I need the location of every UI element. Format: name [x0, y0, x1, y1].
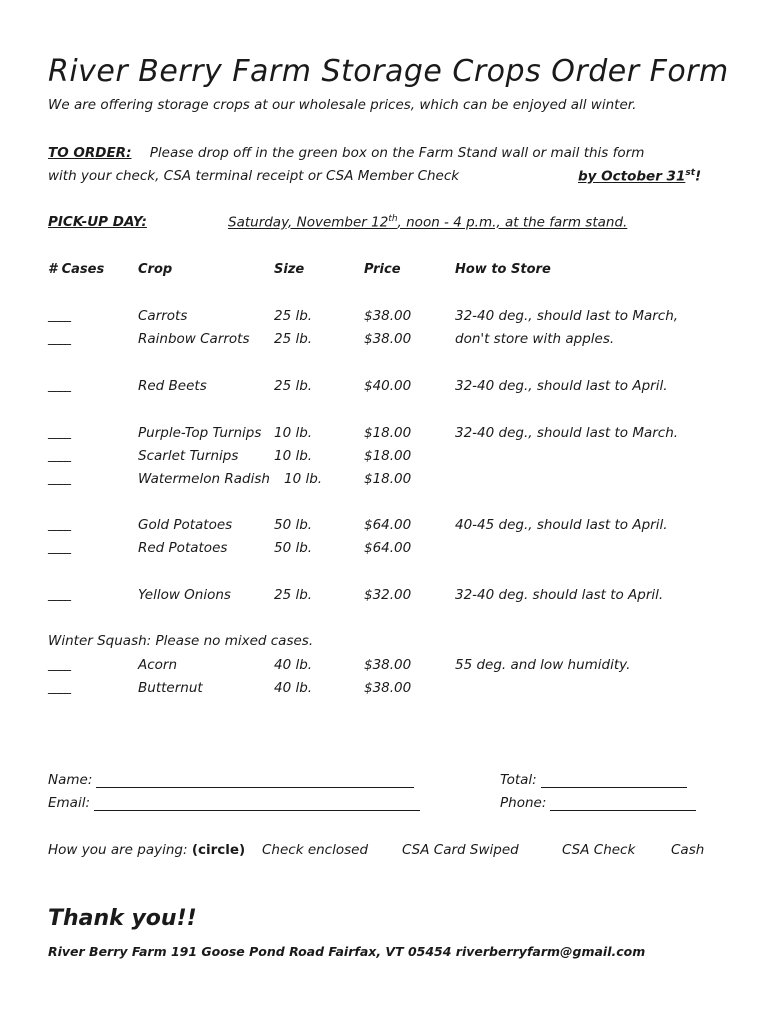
cases-blank[interactable]: ____: [48, 540, 70, 555]
crop-name: Rainbow Carrots: [138, 331, 250, 347]
crop-name: Watermelon Radish: [138, 471, 270, 487]
header-price: Price: [364, 262, 401, 277]
crop-storage: 32-40 deg., should last to April.: [455, 378, 668, 394]
crop-storage: 55 deg. and low humidity.: [455, 657, 631, 673]
name-label: Name:: [48, 772, 93, 788]
crop-size: 10 lb.: [284, 471, 323, 487]
email-label: Email:: [48, 795, 91, 811]
crop-name: Purple-Top Turnips: [138, 425, 262, 441]
paying-label: [48, 842, 245, 858]
crop-size: 40 lb.: [274, 680, 313, 696]
crop-size: 50 lb.: [274, 540, 313, 556]
cases-blank[interactable]: ____: [48, 680, 70, 695]
header-crop: Crop: [138, 262, 173, 277]
crop-price: $40.00: [364, 378, 412, 394]
crop-name: Butternut: [138, 680, 203, 696]
crop-storage: don't store with apples.: [455, 331, 615, 347]
pickup-label-text: PICK-UP DAY:: [48, 214, 147, 230]
pay-option[interactable]: CSA Check: [562, 842, 636, 858]
thank-you: Thank you!!: [48, 906, 197, 931]
winter-squash-note: Winter Squash: Please no mixed cases.: [48, 633, 314, 649]
crop-storage: 32-40 deg., should last to March,: [455, 308, 679, 324]
crop-size: 25 lb.: [274, 308, 313, 324]
paying-text: How you are paying:: [48, 842, 188, 858]
total-field[interactable]: [500, 772, 687, 788]
deadline-end: !: [695, 168, 702, 185]
crop-name: Carrots: [138, 308, 188, 324]
crop-price: $18.00: [364, 425, 412, 441]
email-field[interactable]: [48, 795, 420, 811]
name-line[interactable]: [96, 786, 414, 788]
crop-storage: 32-40 deg. should last to April.: [455, 587, 664, 603]
pay-option[interactable]: Cash: [671, 842, 705, 858]
crop-size: 50 lb.: [274, 517, 313, 533]
form-title: River Berry Farm Storage Crops Order Form: [48, 54, 729, 89]
pickup-label: [48, 214, 147, 230]
deadline-sup: st: [685, 168, 696, 178]
phone-field[interactable]: [500, 795, 696, 811]
total-label: Total:: [500, 772, 537, 788]
email-line[interactable]: [94, 809, 420, 811]
cases-blank[interactable]: ____: [48, 657, 70, 672]
pickup-date: Saturday, November 12: [228, 214, 389, 231]
pickup-time: , noon - 4 p.m., at the farm stand.: [397, 214, 628, 231]
pickup-details: [228, 214, 627, 231]
crop-price: $38.00: [364, 657, 412, 673]
deadline: [578, 168, 701, 185]
cases-blank[interactable]: ____: [48, 378, 70, 393]
farm-address: River Berry Farm 191 Goose Pond Road Fairfax, VT 05454 riverberryfarm@gmail.com: [48, 944, 646, 959]
to-order-line-1: [48, 145, 644, 161]
crop-price: $32.00: [364, 587, 412, 603]
crop-size: 25 lb.: [274, 587, 313, 603]
cases-blank[interactable]: ____: [48, 587, 70, 602]
cases-blank[interactable]: ____: [48, 308, 70, 323]
cases-blank[interactable]: ____: [48, 471, 70, 486]
header-cases: # Cases: [48, 262, 105, 277]
cases-blank[interactable]: ____: [48, 331, 70, 346]
crop-size: 25 lb.: [274, 331, 313, 347]
crop-price: $38.00: [364, 680, 412, 696]
paying-circle: (circle): [191, 842, 246, 858]
crop-size: 10 lb.: [274, 425, 313, 441]
crop-name: Red Beets: [138, 378, 207, 394]
crop-price: $38.00: [364, 331, 412, 347]
cases-blank[interactable]: ____: [48, 517, 70, 532]
crop-name: Scarlet Turnips: [138, 448, 239, 464]
to-order-text-2: with your check, CSA terminal receipt or CSA Member Check: [48, 168, 460, 184]
cases-blank[interactable]: ____: [48, 425, 70, 440]
pay-option[interactable]: CSA Card Swiped: [402, 842, 519, 858]
deadline-text: by October 31: [578, 168, 686, 185]
crop-storage: 40-45 deg., should last to April.: [455, 517, 668, 533]
crop-price: $18.00: [364, 448, 412, 464]
pickup-sup: th: [388, 214, 398, 224]
crop-size: 40 lb.: [274, 657, 313, 673]
crop-price: $18.00: [364, 471, 412, 487]
crop-name: Gold Potatoes: [138, 517, 233, 533]
to-order-text-1: Please drop off in the green box on the Farm Stand wall or mail this form: [149, 145, 645, 161]
header-store: How to Store: [455, 262, 551, 277]
to-order-label: TO ORDER:: [48, 145, 132, 161]
crop-size: 10 lb.: [274, 448, 313, 464]
pay-option[interactable]: Check enclosed: [262, 842, 369, 858]
cases-blank[interactable]: ____: [48, 448, 70, 463]
crop-name: Red Potatoes: [138, 540, 228, 556]
total-line[interactable]: [541, 786, 687, 788]
name-field[interactable]: [48, 772, 414, 788]
crop-storage: 32-40 deg., should last to March.: [455, 425, 679, 441]
phone-label: Phone:: [500, 795, 547, 811]
crop-price: $64.00: [364, 517, 412, 533]
crop-name: Acorn: [138, 657, 178, 673]
form-subtitle: We are offering storage crops at our wholesale prices, which can be enjoyed all winter.: [48, 97, 637, 113]
phone-line[interactable]: [550, 809, 696, 811]
crop-size: 25 lb.: [274, 378, 313, 394]
crop-price: $38.00: [364, 308, 412, 324]
crop-price: $64.00: [364, 540, 412, 556]
header-size: Size: [274, 262, 305, 277]
crop-name: Yellow Onions: [138, 587, 231, 603]
